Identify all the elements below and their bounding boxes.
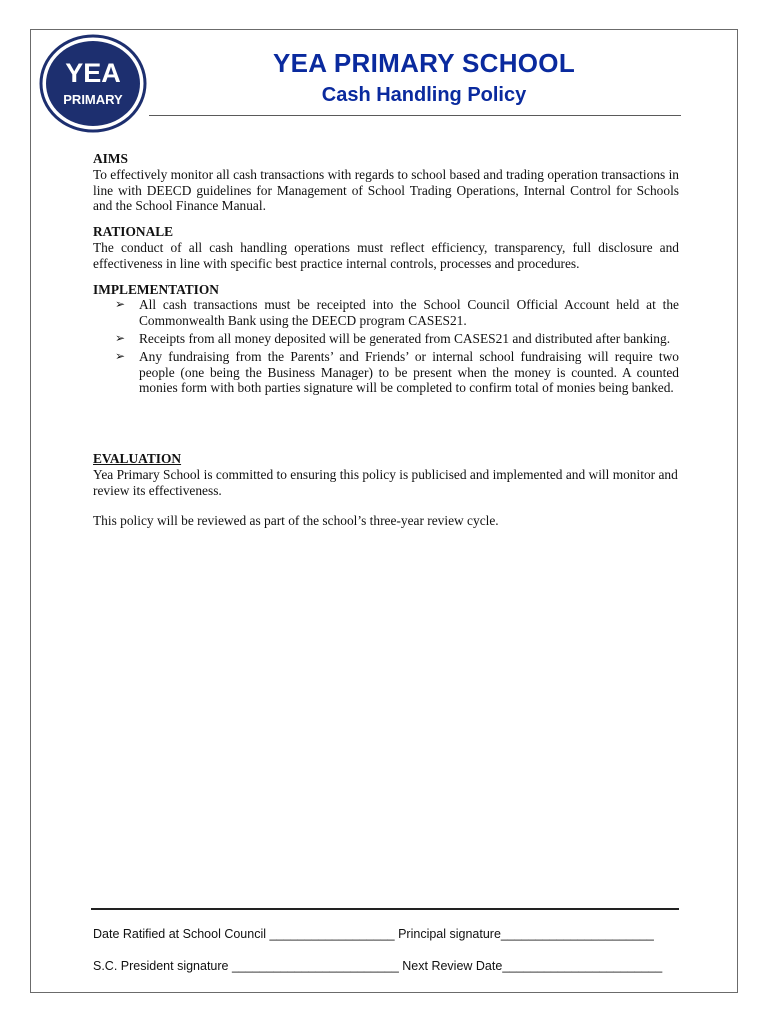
evaluation-heading: EVALUATION: [93, 451, 182, 467]
president-review-date-line: S.C. President signature ________________________ Next Review Date_______________________: [93, 959, 663, 973]
ratified-principal-signature-line: Date Ratified at School Council __________________ Principal signature______________________: [93, 927, 654, 941]
list-item-text: Receipts from all money deposited will be generated from CASES21 and distributed after banking.: [139, 330, 671, 346]
aims-section: [93, 151, 679, 214]
review-cycle-text: This policy will be reviewed as part of the school’s three-year review cycle.: [93, 512, 499, 528]
spacer: [93, 406, 679, 451]
arrow-bullet-icon: ➢: [115, 348, 126, 363]
logo-text-yea: YEA: [65, 58, 121, 88]
logo-text-primary: PRIMARY: [63, 92, 123, 107]
list-item: [93, 331, 679, 347]
list-item: [93, 349, 679, 396]
list-item-text: Any fundraising from the Parents’ and Friends’ or internal school fundraising will require two people (one being the Business Manager) to be present when the money is counted. A counted monies form with both parties signature will be completed to confirm total of monies being banked.: [139, 348, 679, 396]
aims-text: To effectively monitor all cash transactions with regards to school based and trading operation transactions in line with DEECD guidelines for Management of School Trading Operations, Internal Control for Schools and the School Finance Manual.: [93, 166, 679, 214]
list-item-text: All cash transactions must be receipted into the School Council Official Account held at the Commonwealth Bank using the DEECD program CASES21.: [139, 297, 679, 329]
arrow-bullet-icon: ➢: [115, 330, 126, 345]
title-divider: [149, 115, 681, 116]
rationale-heading: RATIONALE: [93, 224, 174, 240]
implementation-section: [93, 282, 679, 397]
list-item: [93, 297, 679, 329]
footer-divider: [91, 908, 679, 910]
implementation-heading: IMPLEMENTATION: [93, 281, 219, 297]
implementation-list: [93, 297, 679, 396]
evaluation-section: [93, 451, 679, 528]
evaluation-text: Yea Primary School is committed to ensuring this policy is publicised and implemented and will monitor and review its effectiveness.: [93, 466, 678, 498]
school-name: YEA PRIMARY SCHOOL: [272, 48, 576, 78]
arrow-bullet-icon: ➢: [115, 297, 126, 312]
rationale-text: The conduct of all cash handling operations must reflect efficiency, transparency, full disclosure and effectiveness in line with specific best practice internal controls, processes and procedures.: [93, 239, 679, 271]
aims-heading: AIMS: [93, 151, 128, 166]
policy-title: Cash Handling Policy: [321, 84, 527, 106]
rationale-section: [93, 224, 679, 271]
document-page: [30, 29, 738, 993]
policy-body: [93, 151, 679, 528]
school-logo: [39, 34, 148, 133]
